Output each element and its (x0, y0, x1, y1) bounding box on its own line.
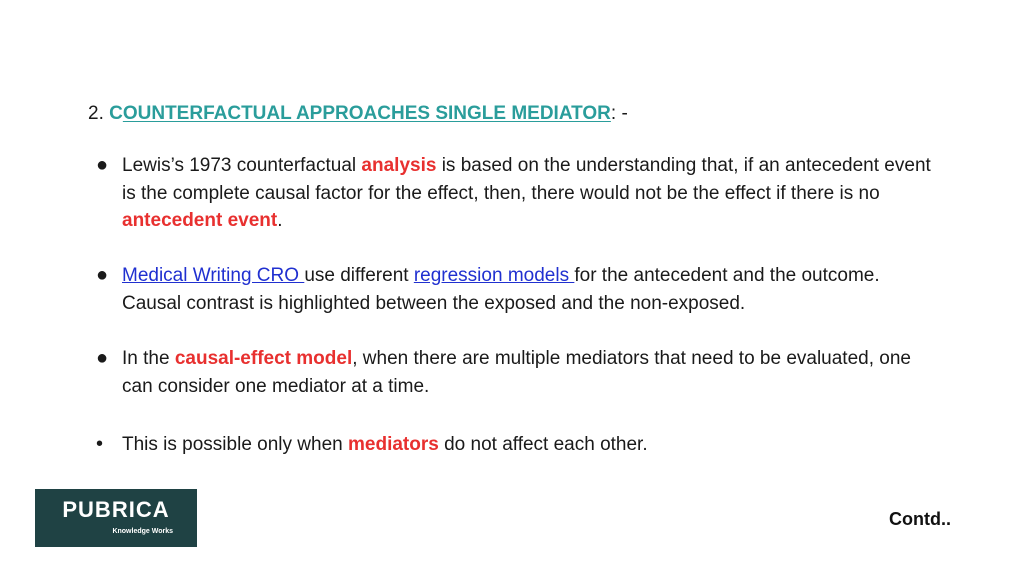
highlight-antecedent-event: antecedent event (122, 210, 278, 231)
bullet-dot-icon: ● (96, 154, 109, 176)
bullet-dot-icon: ● (96, 264, 109, 286)
bullet-text: . (277, 210, 283, 231)
bullet-text: do not affect each other. (438, 434, 648, 455)
bullet-item-3 (96, 345, 942, 400)
heading-first-letter: C (109, 103, 123, 124)
highlight-mediators: mediators (348, 434, 439, 455)
bullet-text: for the antecedent and the outcome. Causal contrast is highlighted between the exposed and the non-exposed. (122, 265, 880, 314)
bullet-item-4 (96, 431, 942, 459)
bullet-item-1 (96, 152, 942, 235)
heading-suffix: : - (610, 103, 628, 124)
highlight-analysis: analysis (361, 155, 437, 176)
highlight-causal-effect-model: causal-effect model (174, 348, 353, 369)
bullet-dot-icon: • (96, 433, 104, 455)
logo-wordmark: PUBRICA (62, 497, 170, 522)
link-medical-writing-cro[interactable]: Medical Writing CRO (122, 265, 305, 286)
bullet-text: is based on the understanding that, if an antecedent event is the complete causal factor for the effect, then, there would not be the effect if there is no (122, 155, 931, 204)
link-regression-models[interactable]: regression models (413, 265, 575, 286)
heading-title: OUNTERFACTUAL APPROACHES SINGLE MEDIATOR (122, 103, 611, 124)
continued-label: Contd.. (889, 509, 951, 529)
bullet-text: Lewis’s 1973 counterfactual (122, 155, 362, 176)
heading-number: 2. (88, 103, 110, 124)
bullet-text: , when there are multiple mediators that need to be evaluated, one can consider one mediator at a time. (122, 348, 911, 397)
bullet-item-2 (96, 262, 942, 317)
pubrica-logo (35, 489, 197, 547)
logo-tagline: Knowledge Works (112, 528, 173, 535)
section-heading (88, 101, 628, 127)
bullet-text: In the (122, 348, 175, 369)
bullet-text: This is possible only when (122, 434, 348, 455)
bullet-dot-icon: ● (96, 347, 109, 369)
bullet-text: use different (304, 265, 414, 286)
